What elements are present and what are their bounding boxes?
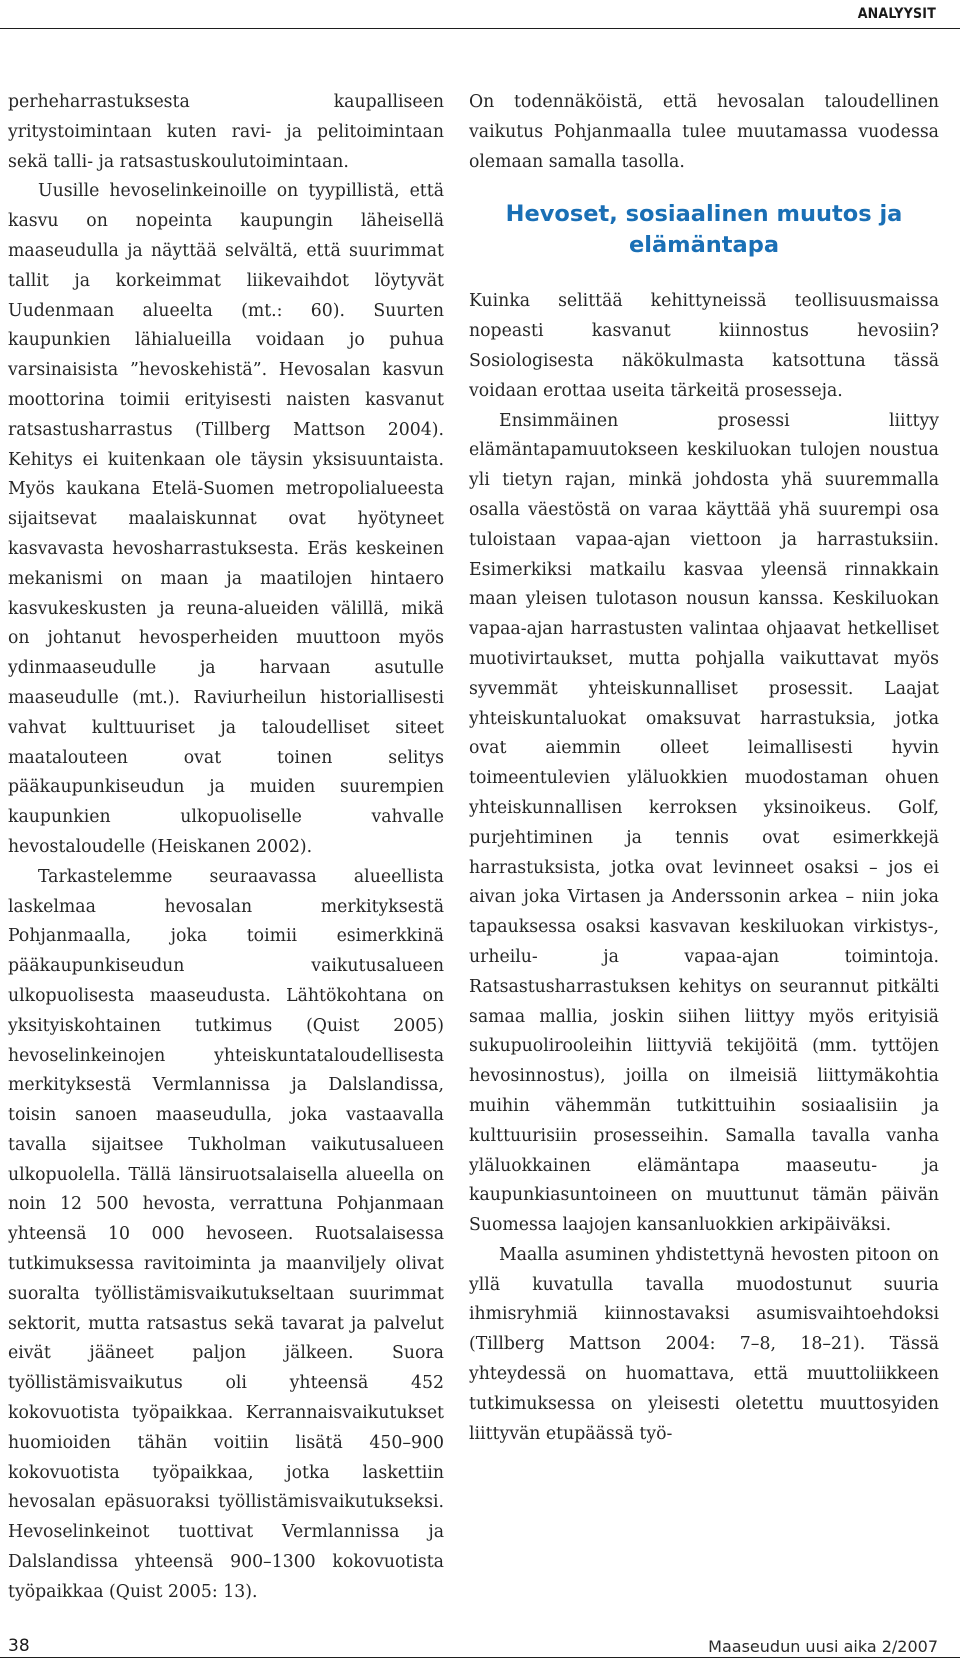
header-rule bbox=[0, 28, 960, 29]
body-paragraph: Ensimmäinen prosessi liittyy elämäntapamuutokseen keskiluokan tulojen noustua yli tietyn rajan, minkä johdosta yhä suuremmalla osalla väestöstä on varaa käyttää yhä suurempi osa tuloistaan vapaa-ajan viettoon ja harrastuksiin. Esimerkiksi matkailu kasvaa yleensä rinnakkain maan yleisen tulotason nousun kanssa. Keskiluokan vapaa-ajan harrastusten valintaa ohjaavat hetkelliset muotivirtaukset, mutta pohjalla vaikuttavat myös syvemmät yhteiskunnalliset prosessit. Laajat yhteiskuntaluokat omaksuvat harrastuksia, jotka ovat aiemmin olleet leimallisesti hyvin toimeentulevien yläluokkien muodostaman ohuen yhteiskunnallisen kerroksen yksinoikeus. Golf, purjehtiminen ja tennis ovat esimerkkejä harrastuksista, jotka ovat levinneet osaksi – jos ei aivan joka Virtasen ja Anderssonin arkea – niin joka tapauksessa osaksi kasvavan keskiluokan virkistys-, urheilu- ja vapaa-ajan toimintoja. Ratsastusharrastuksen kehitys on seurannut pitkälti samaa mallia, joskin siihen liittyy myös erityisiä sukupuolirooleihin liittyviä tekijöitä (mm. tyttöjen hevosinnostus), joilla on ilmeisiä liittymäkohtia muihin vähemmän tutkittuihin sosiaalisiin ja kulttuurisiin prosesseihin. Samalla tavalla vanha yläluokkainen elämäntapa maaseutu- ja kaupunkiasuntoineen on muuttunut tämän päivän Suomessa laajojen kansanluokkien arkipäiväksi. bbox=[469, 410, 939, 1236]
left-column bbox=[8, 88, 444, 1608]
section-subheading: Hevoset, sosiaalinen muutos ja elämäntapa bbox=[505, 201, 903, 259]
footer-rule bbox=[0, 1657, 960, 1658]
right-column bbox=[469, 88, 939, 1449]
body-paragraph: Kuinka selittää kehittyneissä teollisuusmaissa nopeasti kasvanut kiinnostus hevosiin? Sosiologisesta näkökulmasta katsottuna tässä voidaan erottaa useita tärkeitä prosesseja. bbox=[469, 291, 939, 401]
body-paragraph: On todennäköistä, että hevosalan taloudellinen vaikutus Pohjanmaalla tulee muutamassa vuodessa olemaan samalla tasolla. bbox=[469, 92, 939, 172]
section-label: ANALYYSIT bbox=[857, 6, 936, 22]
body-paragraph: Maalla asuminen yhdistettynä hevosten pitoon on yllä kuvatulla tavalla muodostunut suuria ihmisryhmiä kiinnostavaksi asumisvaihtoehdoksi (Tillberg Mattson 2004: 7–8, 18–21). Tässä yhteydessä on huomattava, että muuttoliikkeen tutkimuksessa on yleisesti oletettu muuttosyiden liittyvän etupäässä työ- bbox=[469, 1244, 939, 1444]
body-paragraph: perheharrastuksesta kaupalliseen yritystoimintaan kuten ravi- ja pelitoimintaan sekä talli- ja ratsastuskoulutoimintaan. bbox=[8, 92, 444, 172]
publication-title: Maaseudun uusi aika 2/2007 bbox=[708, 1637, 938, 1656]
page-number: 38 bbox=[8, 1636, 30, 1656]
body-paragraph: Tarkastelemme seuraavassa alueellista laskelmaa hevosalan merkityksestä Pohjanmaalla, joka toimii esimerkkinä pääkaupunkiseudun vaikutusalueen ulkopuolisesta maaseudusta. Lähtökohtana on yksityiskohtainen tutkimus (Quist 2005) hevoselinkeinojen yhteiskuntataloudellisesta merkityksestä Vermlannissa ja Dalslandissa, toisin sanoen maaseudulla, joka vastaavalla tavalla sijaitsee Tukholman vaikutusalueen ulkopuolella. Tällä länsiruotsalaisella alueella on noin 12 500 hevosta, verrattuna Pohjanmaan yhteensä 10 000 hevoseen. Ruotsalaisessa tutkimuksessa ravitoiminta ja maanviljely olivat suoralta työllistämisvaikutukseltaan suurimmat sektorit, mutta ratsastus sekä tavarat ja palvelut eivät jääneet paljon jälkeen. Suora työllistämisvaikutus oli yhteensä 452 kokovuotista työpaikkaa. Kerrannaisvaikutukset huomioiden tähän voitiin lisätä 450–900 kokovuotista työpaikkaa, jotka laskettiin hevosalan epäsuoraksi työllistämisvaikutukseksi. Hevoselinkeinot tuottivat Vermlannissa ja Dalslandissa yhteensä 900–1300 kokovuotista työpaikkaa (Quist 2005: 13). bbox=[8, 866, 444, 1602]
body-paragraph: Uusille hevoselinkeinoille on tyypillistä, että kasvu on nopeinta kaupungin läheisellä maaseudulla ja näyttää selvältä, että suurimmat tallit ja korkeimmat liikevaihdot löytyvät Uudenmaan alueelta (mt.: 60). Suurten kaupunkien lähialueilla voidaan jo puhua varsinaisista ”hevoskehistä”. Hevosalan kasvun moottorina toimii erityisesti naisten kasvanut ratsastusharrastus (Tillberg Mattson 2004). Kehitys ei kuitenkaan ole täysin yksisuuntaista. Myös kaukana Etelä-Suomen metropolialueesta sijaitsevat maalaiskunnat ovat hyötyneet kasvavasta hevosharrastuksesta. Eräs keskeinen mekanismi on maan ja maatilojen hintaero kasvukeskusten ja reuna-alueiden välillä, mikä on johtanut hevosperheiden muuttoon myös ydinmaaseudulle ja harvaan asutulle maaseudulle (mt.). Raviurheilun historiallisesti vahvat kulttuuriset ja taloudelliset siteet maatalouteen ovat toinen selitys pääkaupunkiseudun ja muiden suurempien kaupunkien ulkopuoliselle vahvalle hevostaloudelle (Heiskanen 2002). bbox=[8, 181, 444, 857]
